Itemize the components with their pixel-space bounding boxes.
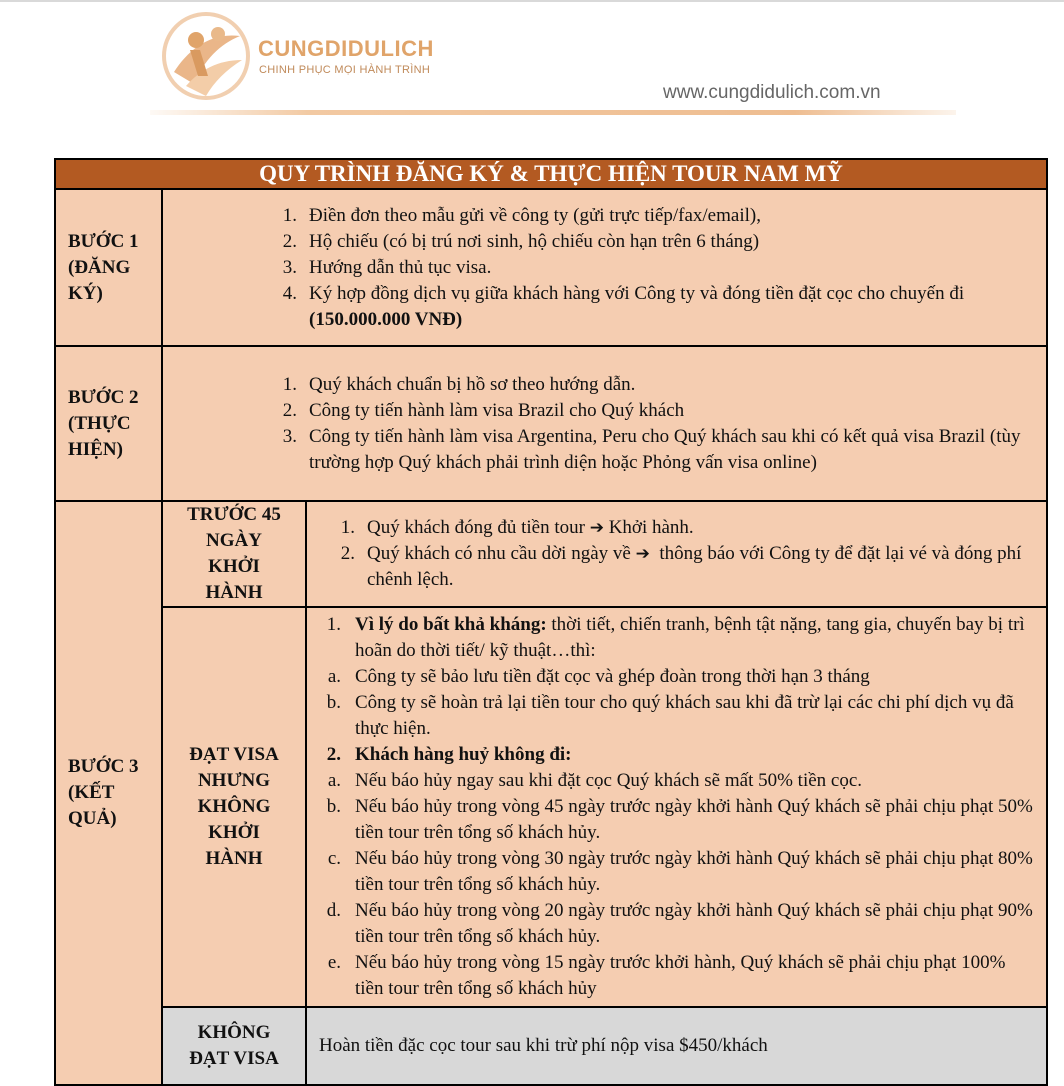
list-item: 3. Công ty tiến hành làm visa Argentina, Peru cho Quý khách sau khi có kết quả visa Brazil (tùy trường hợp Quý khách phải trình diện hoặc Phỏng vấn visa online) bbox=[282, 425, 1021, 473]
header-rule bbox=[150, 110, 956, 115]
list-item: d. Nếu báo hủy trong vòng 20 ngày trước ngày khởi hành Quý khách sẽ phải chịu phạt 90% tiền tour trên tổng số khách hủy. bbox=[326, 900, 1033, 947]
brand-tagline: CHINH PHỤC MỌI HÀNH TRÌNH bbox=[259, 64, 431, 76]
list-item: 2. Khách hàng huỷ không đi: bbox=[326, 744, 572, 765]
tour-process-table bbox=[54, 158, 1048, 1086]
step1-content bbox=[162, 189, 1047, 346]
no-visa-label: KHÔNG ĐẠT VISA bbox=[162, 1007, 306, 1085]
list-item: 2. Công ty tiến hành làm visa Brazil cho Quý khách bbox=[282, 399, 685, 421]
arrow-right-icon: ➔ bbox=[635, 544, 650, 564]
brand-logo-icon bbox=[160, 10, 252, 102]
list-item: 1. Quý khách đóng đủ tiền tour ➔ Khởi hành. bbox=[340, 517, 694, 538]
list-item: b. Nếu báo hủy trong vòng 45 ngày trước ngày khởi hành Quý khách sẽ phải chịu phạt 50% tiền tour trên tổng số khách hủy. bbox=[326, 796, 1033, 843]
deposit-amount: (150.000.000 VNĐ) bbox=[309, 308, 463, 330]
list-item: b. Công ty sẽ hoàn trả lại tiền tour cho quý khách sau khi đã trừ lại các chi phí dịch vụ đã thực hiện. bbox=[326, 692, 1014, 739]
brand-name: CUNGDIDULICH bbox=[258, 36, 434, 61]
list-item: 1. Điền đơn theo mẫu gửi về công ty (gửi trực tiếp/fax/email), bbox=[282, 204, 761, 226]
list-item: 1. Quý khách chuẩn bị hồ sơ theo hướng dẫn. bbox=[282, 373, 636, 395]
list-item: 4. Ký hợp đồng dịch vụ giữa khách hàng với Công ty và đóng tiền đặt cọc cho chuyến đi (150.000.000 VNĐ) bbox=[282, 282, 965, 330]
before-45-days-content bbox=[306, 501, 1047, 607]
step3-label: BƯỚC 3 (KẾT QUẢ) bbox=[55, 501, 162, 1085]
step2-content bbox=[162, 346, 1047, 501]
list-item: e. Nếu báo hủy trong vòng 15 ngày trước khởi hành, Quý khách sẽ phải chịu phạt 100% tiền tour trên tổng số khách hủy bbox=[327, 952, 1006, 999]
visa-no-depart-label: ĐẠT VISA NHƯNG KHÔNG KHỞI HÀNH bbox=[162, 607, 306, 1007]
step2-label: BƯỚC 2 (THỰC HIỆN) bbox=[55, 346, 162, 501]
website-url: www.cungdidulich.com.vn bbox=[663, 82, 881, 103]
top-border bbox=[0, 0, 1064, 2]
list-item: a. Công ty sẽ bảo lưu tiền đặt cọc và ghép đoàn trong thời hạn 3 tháng bbox=[327, 666, 870, 687]
table-title: QUY TRÌNH ĐĂNG KÝ & THỰC HIỆN TOUR NAM MỸ bbox=[55, 159, 1047, 189]
list-item: 2. Hộ chiếu (có bị trú nơi sinh, hộ chiếu còn hạn trên 6 tháng) bbox=[282, 230, 760, 252]
arrow-right-icon: ➔ bbox=[589, 518, 604, 538]
list-item: c. Nếu báo hủy trong vòng 30 ngày trước ngày khởi hành Quý khách sẽ phải chịu phạt 80% tiền tour trên tổng số khách hủy. bbox=[327, 848, 1033, 895]
list-item: a. Nếu báo hủy ngay sau khi đặt cọc Quý khách sẽ mất 50% tiền cọc. bbox=[327, 770, 863, 791]
list-item: 2. Quý khách có nhu cầu dời ngày về ➔ thông báo với Công ty để đặt lại vé và đóng phí chênh lệch. bbox=[340, 543, 1022, 590]
list-item: 1. Vì lý do bất khả kháng: thời tiết, chiến tranh, bệnh tật nặng, tang gia, chuyến bay bị trì hoãn do thời tiết/ kỹ thuật…thì: bbox=[326, 614, 1025, 661]
visa-no-depart-content bbox=[306, 607, 1047, 1007]
step1-label: BƯỚC 1 (ĐĂNG KÝ) bbox=[55, 189, 162, 346]
before-45-days-label: TRƯỚC 45 NGÀY KHỞI HÀNH bbox=[162, 501, 306, 607]
no-visa-content: Hoàn tiền đặc cọc tour sau khi trừ phí nộp visa $450/khách bbox=[306, 1007, 1047, 1085]
list-item: 3. Hướng dẫn thủ tục visa. bbox=[282, 256, 492, 278]
